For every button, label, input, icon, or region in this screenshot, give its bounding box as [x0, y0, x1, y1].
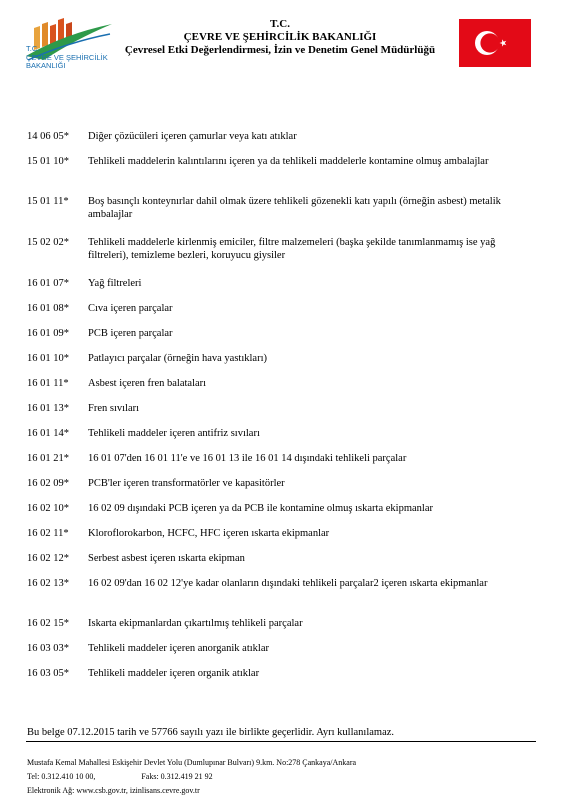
waste-code: 16 02 09* [27, 478, 69, 489]
waste-description: Tehlikeli maddelerle kirlenmiş emiciler, filtre malzemeleri (başka şekilde tanımlanmamış ise yağ filtreleri), temizleme bezleri, koruyucu giysiler [88, 237, 496, 261]
waste-description: Tehlikeli maddelerin kalıntılarını içeren ya da tehlikeli maddelerle kontamine olmuş ambalajlar [88, 156, 489, 167]
document-footer [27, 756, 356, 798]
footer-fax: Faks: 0.312.419 21 92 [141, 772, 213, 781]
waste-description: Kloroflorokarbon, HCFC, HFC içeren ıskarta ekipmanlar [88, 528, 330, 539]
waste-description: Asbest içeren fren balataları [88, 378, 207, 389]
header-line1: T.C. [270, 18, 290, 30]
document-header [100, 18, 460, 57]
waste-code: 15 02 02* [27, 237, 69, 248]
waste-code: 16 02 10* [27, 503, 69, 514]
waste-description: Tehlikeli maddeler içeren antifriz sıvıları [88, 428, 260, 439]
waste-code: 16 03 03* [27, 643, 69, 654]
turkish-flag-icon [459, 19, 531, 67]
waste-description: Tehlikeli maddeler içeren anorganik atıklar [88, 643, 269, 654]
waste-code: 16 02 12* [27, 553, 69, 564]
waste-code: 15 01 10* [27, 156, 69, 167]
waste-code: 16 02 15* [27, 618, 69, 629]
waste-description: Yağ filtreleri [88, 278, 142, 289]
waste-description: Fren sıvıları [88, 403, 140, 414]
waste-code: 16 01 14* [27, 428, 69, 439]
waste-description: Diğer çözücüleri içeren çamurlar veya katı atıklar [88, 131, 297, 142]
waste-code: 16 01 10* [27, 353, 69, 364]
waste-code: 15 01 11* [27, 196, 69, 207]
waste-code: 16 01 13* [27, 403, 69, 414]
header-line2: ÇEVRE VE ŞEHİRCİLİK BAKANLIĞI [183, 31, 377, 43]
waste-code: 16 01 09* [27, 328, 69, 339]
waste-description: Serbest asbest içeren ıskarta ekipman [88, 553, 245, 564]
waste-description: Patlayıcı parçalar (örneğin hava yastıkları) [88, 353, 268, 364]
waste-description: 16 02 09'dan 16 02 12'ye kadar olanların dışındaki tehlikeli parçalar2 içeren ıskarta ekipmanlar [88, 578, 488, 589]
waste-description: Tehlikeli maddeler içeren organik atıklar [88, 668, 260, 679]
footer-tel: Tel: 0.312.410 10 00, [27, 772, 96, 781]
footer-contact [27, 770, 356, 784]
header-line3: Çevresel Etki Değerlendirmesi, İzin ve Denetim Genel Müdürlüğü [124, 44, 436, 56]
waste-code: 16 01 07* [27, 278, 69, 289]
footer-divider [26, 741, 536, 742]
waste-description: Boş basınçlı konteynırlar dahil olmak üzere tehlikeli gözenekli katı yapılı (örneğin asbest) metalik ambalajlar [88, 196, 501, 220]
waste-code: 16 02 11* [27, 528, 69, 539]
waste-description: 16 02 09 dışındaki PCB içeren ya da PCB ile kontamine olmuş ıskarta ekipmanlar [88, 503, 433, 514]
waste-code: 16 02 13* [27, 578, 69, 589]
logo-text [26, 45, 108, 71]
waste-code: 16 01 11* [27, 378, 69, 389]
logo-line3: BAKANLIĞI [26, 61, 66, 70]
footer-address: Mustafa Kemal Mahallesi Eskişehir Devlet Yolu (Dumlupınar Bulvarı) 9.km. No:278 Çankaya/Ankara [27, 758, 357, 767]
waste-description: PCB içeren parçalar [88, 328, 173, 339]
footer-web: Elektronik Ağ: www.csb.gov.tr, izinlisans.cevre.gov.tr [27, 786, 200, 795]
waste-code: 16 01 08* [27, 303, 69, 314]
validity-note: Bu belge 07.12.2015 tarih ve 57766 sayılı yazı ile birlikte geçerlidir. Ayrı kullanılamaz. [27, 727, 395, 738]
waste-description: PCB'ler içeren transformatörler ve kapasitörler [88, 478, 285, 489]
logo-line2: ÇEVRE VE ŞEHİRCİLİK [26, 52, 108, 62]
waste-description: Iskarta ekipmanlardan çıkartılmış tehlikeli parçalar [88, 618, 303, 629]
logo-line1: T.C. [26, 44, 40, 53]
waste-description: Cıva içeren parçalar [88, 303, 173, 314]
waste-code: 14 06 05* [27, 131, 69, 142]
waste-code: 16 01 21* [27, 453, 69, 464]
waste-description: 16 01 07'den 16 01 11'e ve 16 01 13 ile 16 01 14 dışındaki tehlikeli parçalar [88, 453, 407, 464]
waste-code: 16 03 05* [27, 668, 69, 679]
